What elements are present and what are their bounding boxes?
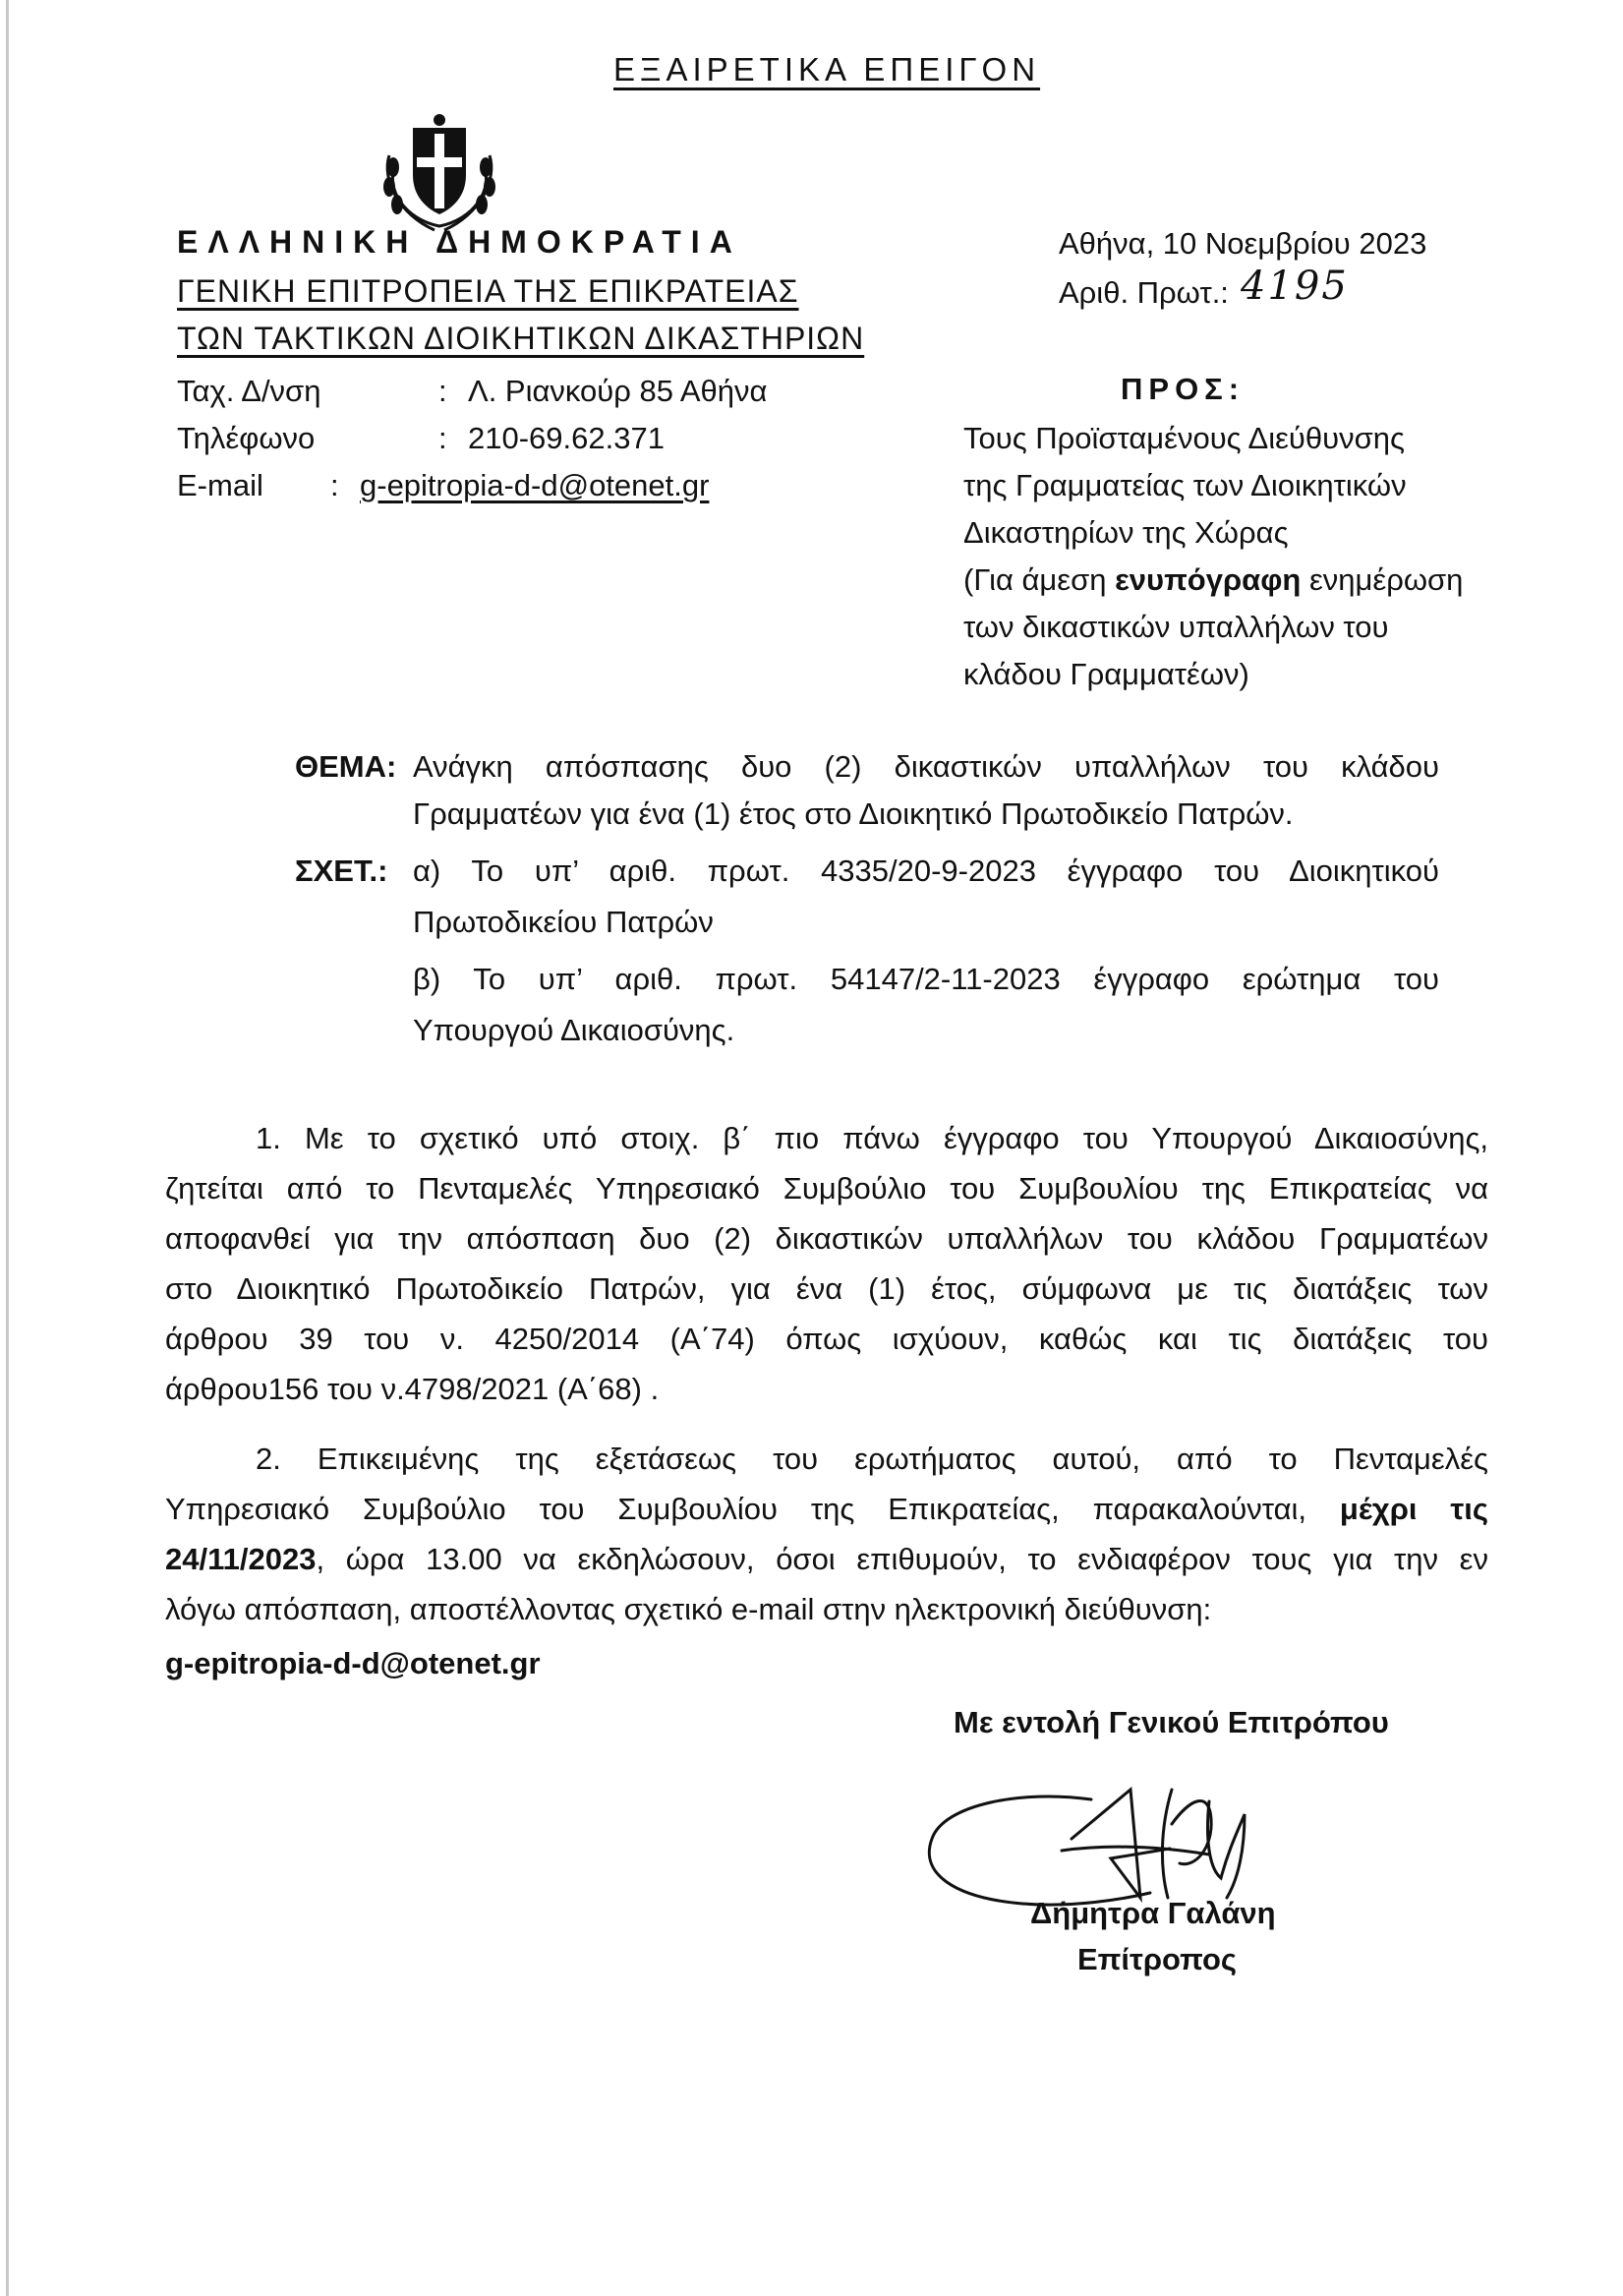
scan-edge	[6, 0, 9, 2296]
p2-text-2a: Υπηρεσιακό Συμβούλιο του Συμβουλίου της Επικρατείας, παρακαλούνται,	[165, 1492, 1340, 1526]
email-colon: :	[330, 468, 339, 502]
related-a-line-1	[413, 854, 1439, 889]
urgency-heading: ΕΞΑΙΡΕΤΙΚΑ ΕΠΕΙΓΟΝ	[613, 51, 1041, 88]
related-a-line-2: Πρωτοδικείου Πατρών	[413, 905, 714, 939]
paragraph-1-line-1	[256, 1121, 1488, 1156]
p1-text-4: στο Διοικητικό Πρωτοδικείο Πατρών, για ένα (1) έτος, σύμφωνα με τις διατάξεις των	[165, 1271, 1488, 1306]
signatory-name: Δήμητρα Γαλάνη	[1030, 1896, 1276, 1930]
email-label: E-mail	[177, 468, 263, 502]
p1-text-1: 1. Με το σχετικό υπό στοιχ. β΄ πιο πάνω έγγραφο του Υπουργού Δικαιοσύνης,	[256, 1121, 1488, 1155]
related-a-text-1: α) Το υπ’ αριθ. πρωτ. 4335/20-9-2023 έγγραφο του Διοικητικού	[413, 854, 1439, 888]
phone-colon: :	[438, 421, 447, 455]
recipient-line-3: Δικαστηρίων της Χώρας	[963, 515, 1289, 550]
p1-text-2: ζητείται από το Πενταμελές Υπηρεσιακό Συμβούλιο του Συμβουλίου της Επικρατείας να	[165, 1171, 1488, 1206]
phone-label: Τηλέφωνο	[177, 421, 316, 455]
document-date: Αθήνα, 10 Νοεμβρίου 2023	[1059, 226, 1427, 261]
p1-text-3: αποφανθεί για την απόσπαση δυο (2) δικαστικών υπαλλήλων του κλάδου Γραμματέων	[165, 1221, 1488, 1256]
subject-line-1	[413, 749, 1439, 785]
contact-email-link[interactable]: g-epitropia-d-d@otenet.gr	[165, 1646, 541, 1680]
p2-deadline-date: 24/11/2023	[165, 1542, 317, 1576]
recipient-note-prefix: (Για άμεση	[963, 562, 1116, 597]
related-b-text-1: β) Το υπ’ αριθ. πρωτ. 54147/2-11-2023 έγγραφο ερώτημα του	[413, 962, 1439, 996]
organization-line-1: ΓΕΝΙΚΗ ΕΠΙΤΡΟΠΕΙΑ ΤΗΣ ΕΠΙΚΡΑΤΕΙΑΣ	[177, 273, 799, 309]
p1-text-5: άρθρου 39 του ν. 4250/2014 (Α΄74) όπως ισχύουν, καθώς και τις διατάξεις του	[165, 1322, 1488, 1356]
p2-text-3b: , ώρα 13.00 να εκδηλώσουν, όσοι επιθυμούν, το ενδιαφέρον τους για την εν	[316, 1542, 1488, 1576]
paragraph-1-line-3	[165, 1221, 1488, 1257]
republic-title: ΕΛΛΗΝΙΚΗ ΔΗΜΟΚΡΑΤΙΑ	[177, 224, 742, 260]
p2-text-1: 2. Επικειμένης της εξετάσεως του ερωτήματος αυτού, από το Πενταμελές	[256, 1442, 1488, 1476]
related-b-line-1	[413, 962, 1439, 997]
protocol-number-handwritten: 4195	[1241, 264, 1349, 309]
paragraph-1-line-5	[165, 1322, 1488, 1357]
recipient-note-line-3: κλάδου Γραμματέων)	[963, 657, 1249, 691]
phone-value: 210-69.62.371	[468, 421, 665, 455]
organization-line-2: ΤΩΝ ΤΑΚΤΙΚΩΝ ΔΙΟΙΚΗΤΙΚΩΝ ΔΙΚΑΣΤΗΡΙΩΝ	[177, 321, 865, 356]
paragraph-2-line-3	[165, 1542, 1488, 1577]
protocol-label: Αριθ. Πρωτ.:	[1059, 275, 1229, 310]
paragraph-2-line-2	[165, 1492, 1488, 1527]
paragraph-1-line-4	[165, 1271, 1488, 1307]
paragraph-2-line-4: λόγω απόσπαση, αποστέλλοντας σχετικό e-mail στην ηλεκτρονική διεύθυνση:	[165, 1592, 1212, 1626]
subject-line-2: Γραμματέων για ένα (1) έτος στο Διοικητικό Πρωτοδικείο Πατρών.	[413, 796, 1294, 831]
related-label: ΣΧΕΤ.:	[295, 854, 388, 888]
address-value: Λ. Ριανκούρ 85 Αθήνα	[468, 374, 768, 408]
paragraph-2-line-1	[256, 1442, 1488, 1477]
address-label: Ταχ. Δ/νση	[177, 374, 321, 408]
subject-label: ΘΕΜΑ:	[295, 749, 397, 784]
subject-text-1: Ανάγκη απόσπασης δυο (2) δικαστικών υπαλλήλων του κλάδου	[413, 749, 1439, 784]
p2-deadline-prefix: μέχρι τις	[1339, 1492, 1488, 1526]
recipient-note-line-2: των δικαστικών υπαλλήλων του	[963, 610, 1389, 644]
paragraph-1-line-6: άρθρου156 του ν.4798/2021 (Α΄68) .	[165, 1372, 660, 1406]
recipient-line-2: της Γραμματείας των Διοικητικών	[963, 468, 1407, 502]
related-b-line-2: Υπουργού Δικαιοσύνης.	[413, 1013, 735, 1047]
recipient-note-bold: ενυπόγραφη	[1115, 562, 1302, 597]
recipient-note-line-1	[963, 562, 1463, 598]
recipient-heading: ΠΡΟΣ:	[1121, 372, 1246, 406]
address-colon: :	[438, 374, 447, 408]
signatory-role: Επίτροπος	[1077, 1942, 1238, 1976]
recipient-note-suffix: ενημέρωση	[1301, 562, 1464, 597]
signature-order-line: Με εντολή Γενικού Επιτρόπου	[954, 1705, 1389, 1739]
greek-coat-of-arms-icon	[376, 106, 503, 234]
paragraph-1-line-2	[165, 1171, 1488, 1207]
recipient-line-1: Τους Προϊσταμένους Διεύθυνσης	[963, 421, 1405, 455]
email-link[interactable]: g-epitropia-d-d@otenet.gr	[360, 468, 710, 502]
